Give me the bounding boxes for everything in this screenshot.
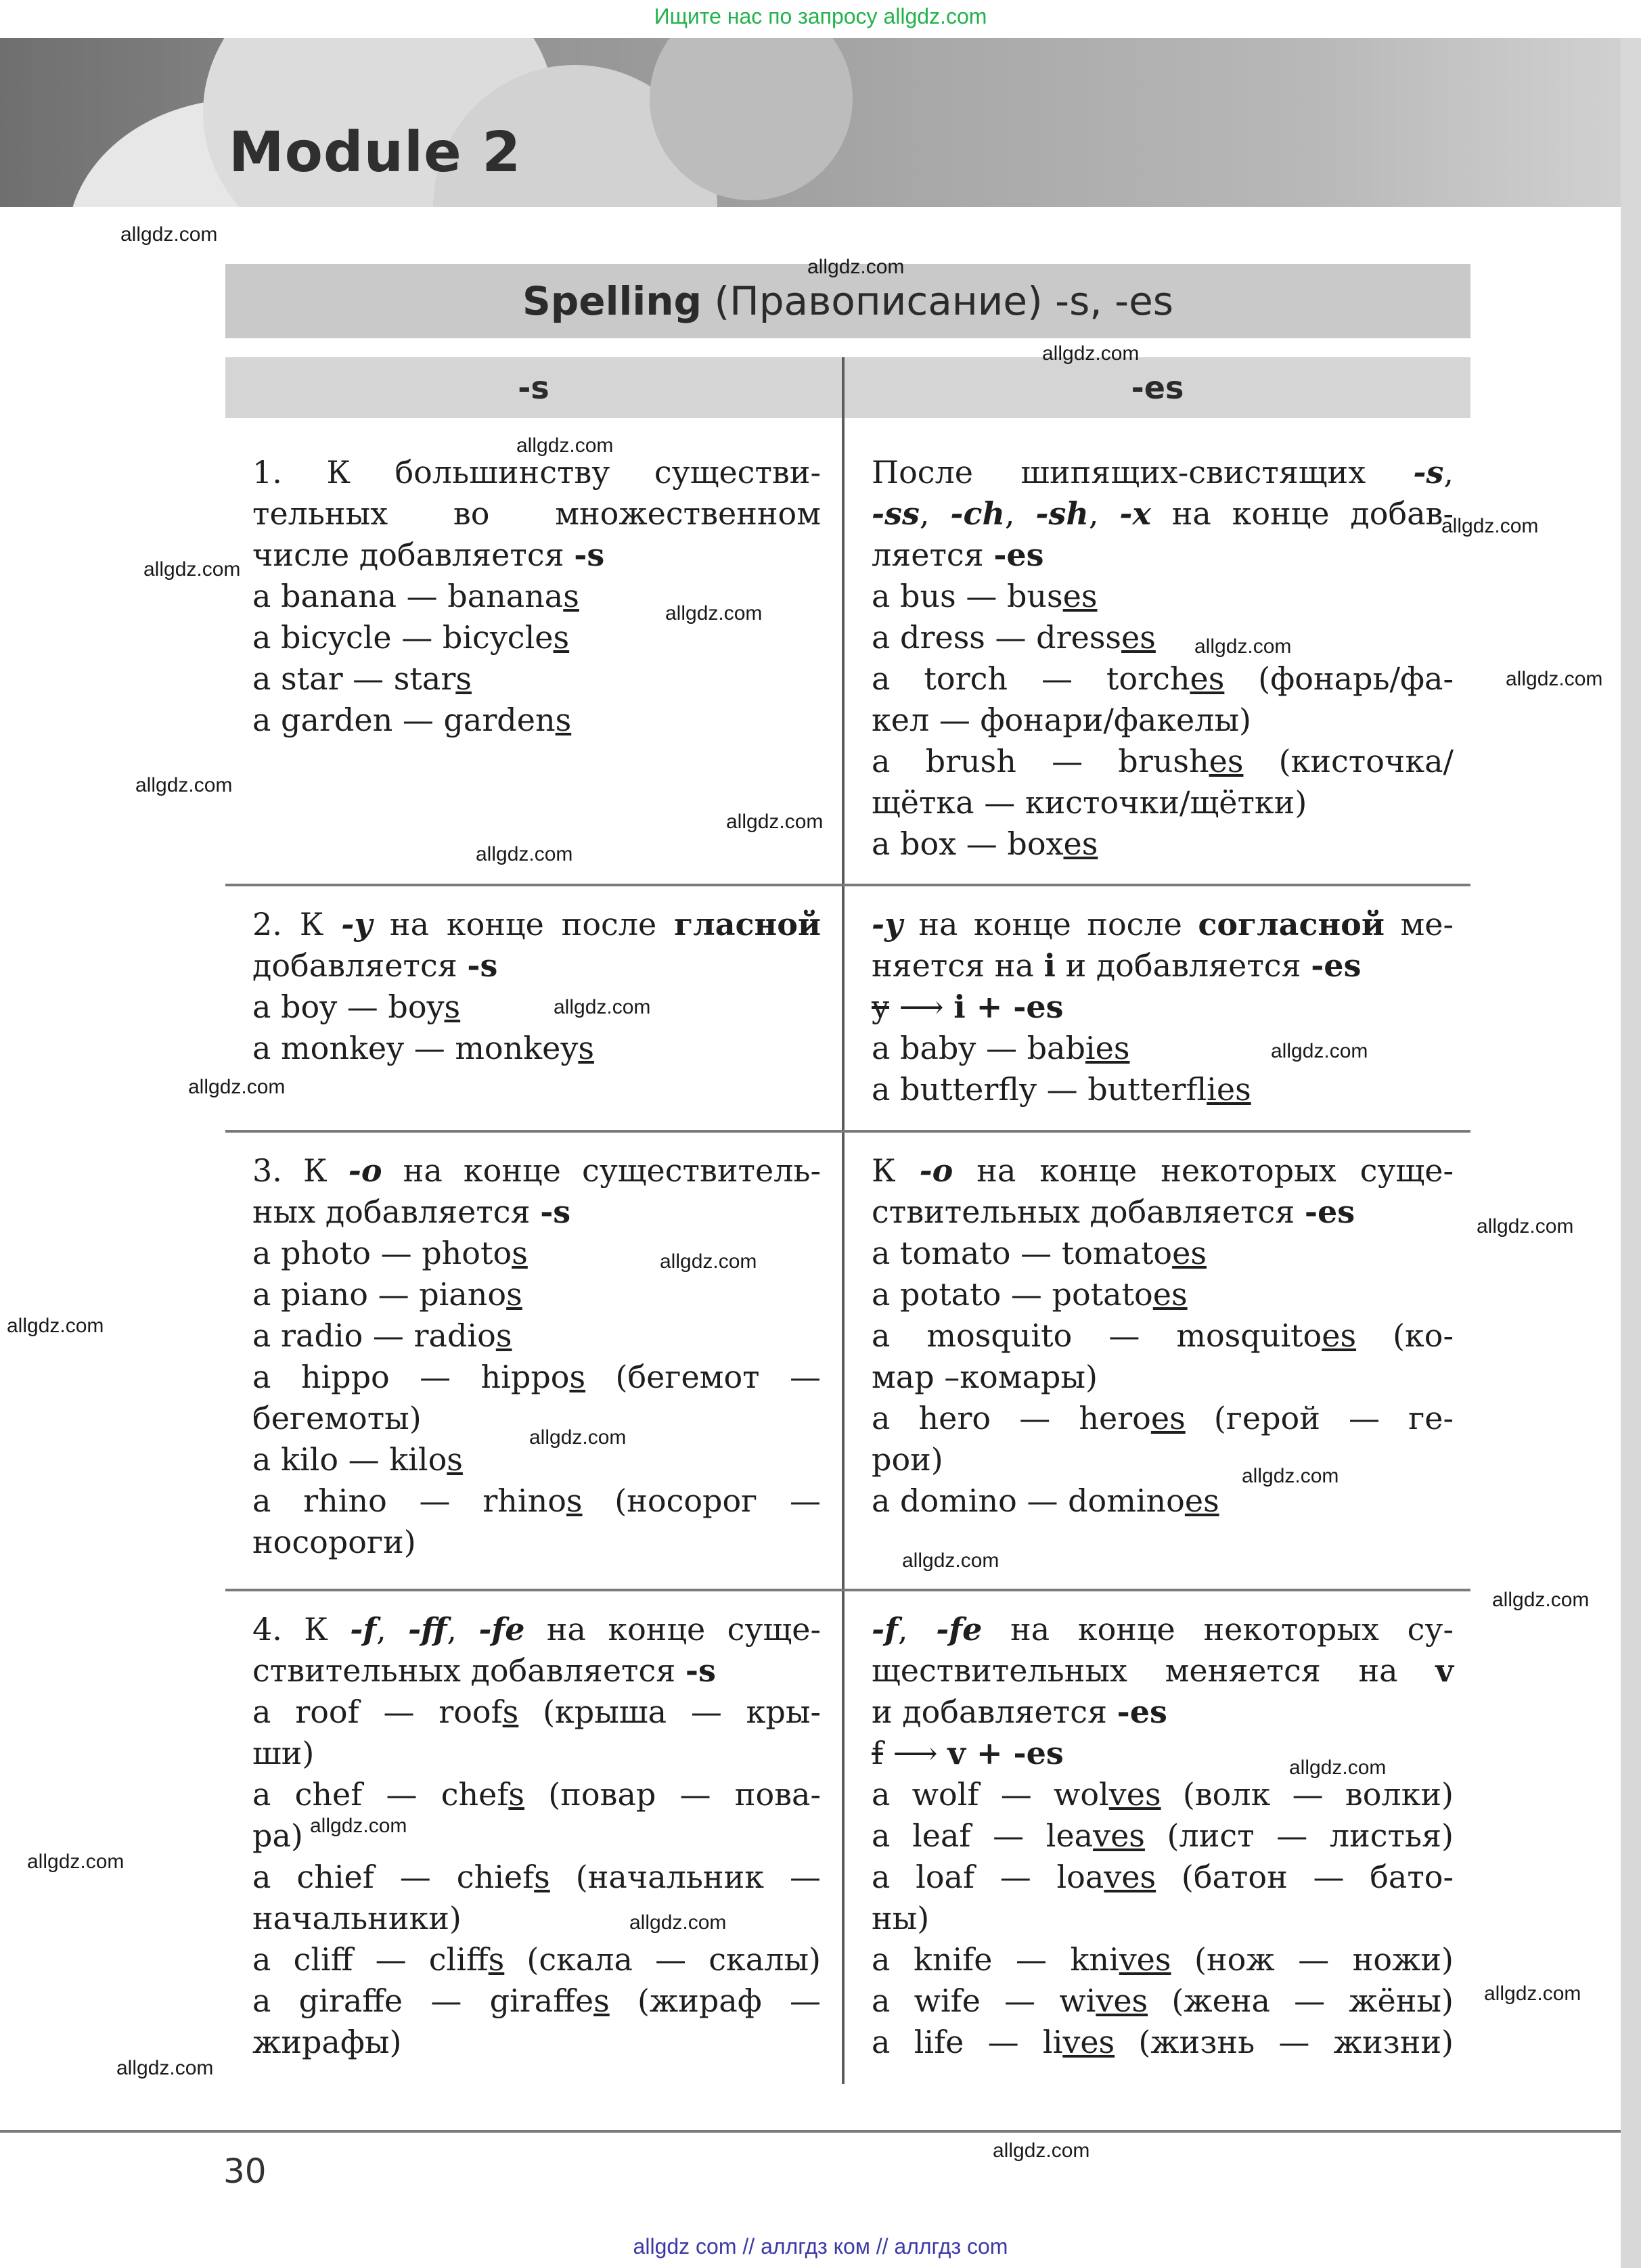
text-line: 2. К -y на конце после гласной [252, 906, 821, 943]
row-divider [225, 884, 1470, 886]
watermark: allgdz.com [1506, 668, 1603, 690]
example-line: a dress — dresses [872, 619, 1156, 656]
text-line: ществительных меняется на v [872, 1652, 1454, 1689]
watermark: allgdz.com [120, 223, 218, 246]
watermark: allgdz.com [529, 1426, 627, 1449]
example-line: a bus — buses [872, 578, 1098, 614]
column-header-es: -es [845, 357, 1470, 418]
text-line: числе добавляется -s [252, 537, 605, 573]
watermark: allgdz.com [1271, 1040, 1368, 1062]
example-line: носороги) [252, 1524, 416, 1560]
watermark: allgdz.com [310, 1815, 407, 1837]
example-line: a chief — chiefs (начальник — [252, 1859, 821, 1895]
example-line: мар –комары) [872, 1359, 1098, 1395]
watermark: allgdz.com [1242, 1465, 1339, 1487]
watermark: allgdz.com [516, 434, 614, 457]
table-title-rest: (Правописание) -s, -es [702, 278, 1174, 324]
example-line: a baby — babies [872, 1030, 1130, 1066]
watermark: allgdz.com [807, 256, 905, 278]
footer-divider [0, 2130, 1621, 2133]
arrow-icon: ⟶ [899, 989, 944, 1025]
text-line: -f, -fe на конце некоторых су- [872, 1611, 1454, 1648]
text-line: К -o на конце некоторых суще- [872, 1152, 1454, 1189]
example-line: a leaf — leaves (лист — листья) [872, 1817, 1454, 1854]
column-header-s: -s [225, 357, 842, 418]
example-line: щётка — кисточки/щётки) [872, 784, 1307, 821]
spelling-table [225, 264, 1470, 2084]
text-line: ствительных добавляется -es [872, 1194, 1355, 1230]
text-line: После шипящих-свистящих -s, [872, 454, 1454, 491]
watermark: allgdz.com [902, 1549, 999, 1572]
example-line: a hippo — hippos (бегемот — [252, 1359, 822, 1395]
example-line: a knife — knives (нож — ножи) [872, 1941, 1454, 1978]
text-line: добавляется -s [252, 947, 498, 984]
text-line: ляется -es [872, 537, 1044, 573]
watermark: allgdz.com [665, 602, 763, 625]
text-line: 4. К -f, -ff, -fe на конце суще- [252, 1611, 821, 1648]
rule-cell-left-2 [252, 904, 821, 1069]
watermark: allgdz.com [993, 2139, 1090, 2162]
example-line: a bicycle — bicycles [252, 619, 570, 656]
watermark: allgdz.com [1042, 342, 1140, 365]
watermark: allgdz.com [476, 843, 573, 865]
watermark: allgdz.com [135, 774, 233, 796]
example-line: a mosquito — mosquitoes (ко- [872, 1317, 1454, 1354]
watermark: allgdz.com [1441, 515, 1539, 537]
example-line: a rhino — rhinos (носорог — [252, 1482, 821, 1519]
bottom-site-link[interactable]: allgdz com // аллгдз ком // аллгдз com [633, 2234, 1008, 2259]
row-divider [225, 1589, 1470, 1591]
page-number: 30 [223, 2152, 267, 2191]
rule-cell-right-3 [872, 1150, 1454, 1522]
watermark: allgdz.com [1484, 1982, 1581, 2005]
watermark: allgdz.com [629, 1911, 727, 1934]
text-line: няется на i и добавляется -es [872, 947, 1362, 984]
rule-cell-right-4 [872, 1609, 1454, 2063]
text-line: ных добавляется -s [252, 1194, 571, 1230]
example-line: a torch — torches (фонарь/фа- [872, 660, 1454, 697]
example-line: начальники) [252, 1900, 462, 1936]
watermark: allgdz.com [27, 1851, 125, 1873]
text-line: и добавляется -es [872, 1694, 1167, 1730]
example-line: a radio — radios [252, 1317, 512, 1354]
example-line: a cliff — cliffs (скала — скалы) [252, 1941, 821, 1978]
example-line: a tomato — tomatoes [872, 1235, 1207, 1271]
example-line: бегемоты) [252, 1400, 422, 1436]
example-line: рои) [872, 1441, 943, 1478]
watermark: allgdz.com [1492, 1589, 1590, 1611]
top-search-link[interactable]: Ищите нас по запросу allgdz.com [654, 4, 987, 28]
example-line: a kilo — kilos [252, 1441, 463, 1478]
example-line: a potato — potatoes [872, 1276, 1188, 1313]
text-line: f ⟶ v + -es [872, 1735, 1064, 1771]
example-line: a giraffe — giraffes (жираф — [252, 1982, 821, 2019]
text-line: 1. К большинству существи- [252, 454, 821, 491]
text-line: ствительных добавляется -s [252, 1652, 716, 1689]
rule-cell-left-1 [252, 452, 821, 741]
example-line: a hero — heroes (герой — ге- [872, 1400, 1454, 1436]
example-line: a wolf — wolves (волк — волки) [872, 1776, 1454, 1813]
example-line: a roof — roofs (крыша — кры- [252, 1694, 821, 1730]
text-line: y ⟶ i + -es [872, 989, 1064, 1025]
watermark: allgdz.com [188, 1076, 286, 1098]
example-line: a garden — gardens [252, 702, 572, 738]
example-line: a domino — dominoes [872, 1482, 1219, 1519]
watermark: allgdz.com [1194, 635, 1292, 658]
arrow-icon: ⟶ [893, 1735, 938, 1771]
watermark: allgdz.com [1289, 1756, 1387, 1779]
example-line: a brush — brushes (кисточка/ [872, 743, 1454, 779]
example-line: a piano — pianos [252, 1276, 522, 1313]
example-line: a banana — bananas [252, 578, 579, 614]
example-line: a loaf — loaves (батон — бато- [872, 1859, 1454, 1895]
text-line: 3. К -o на конце существитель- [252, 1152, 822, 1189]
example-line: кел — фонари/факелы) [872, 702, 1252, 738]
example-line: a photo — photos [252, 1235, 528, 1271]
example-line: a wife — wives (жена — жёны) [872, 1982, 1454, 2019]
watermark: allgdz.com [660, 1250, 757, 1273]
example-line: a butterfly — butterflies [872, 1071, 1251, 1108]
column-divider [842, 357, 845, 2084]
page-edge [1621, 38, 1641, 2268]
table-title-bold: Spelling [522, 278, 702, 324]
watermark: allgdz.com [1477, 1215, 1574, 1238]
row-divider [225, 1130, 1470, 1133]
text-line: -y на конце после согласной ме- [872, 906, 1454, 943]
watermark: allgdz.com [116, 2057, 214, 2079]
example-line: ра) [252, 1817, 303, 1854]
example-line: a box — boxes [872, 825, 1098, 862]
example-line: a star — stars [252, 660, 472, 697]
example-line: ны) [872, 1900, 930, 1936]
example-line: ши) [252, 1735, 315, 1771]
rule-cell-right-1 [872, 452, 1454, 865]
watermark: allgdz.com [143, 558, 241, 581]
watermark: allgdz.com [554, 996, 651, 1018]
watermark: allgdz.com [7, 1315, 104, 1337]
rule-cell-right-2 [872, 904, 1454, 1110]
example-line: a chef — chefs (повар — пова- [252, 1776, 821, 1813]
example-line: a monkey — monkeys [252, 1030, 594, 1066]
example-line: a life — lives (жизнь — жизни) [872, 2024, 1454, 2060]
text-line: тельных во множественном [252, 495, 821, 532]
watermark: allgdz.com [726, 811, 824, 833]
example-line: a boy — boys [252, 989, 461, 1025]
text-line: -ss, -ch, -sh, -x на конце добав- [872, 495, 1454, 532]
rule-cell-left-3 [252, 1150, 821, 1563]
module-title: Module 2 [229, 120, 522, 185]
example-line: жирафы) [252, 2024, 402, 2060]
